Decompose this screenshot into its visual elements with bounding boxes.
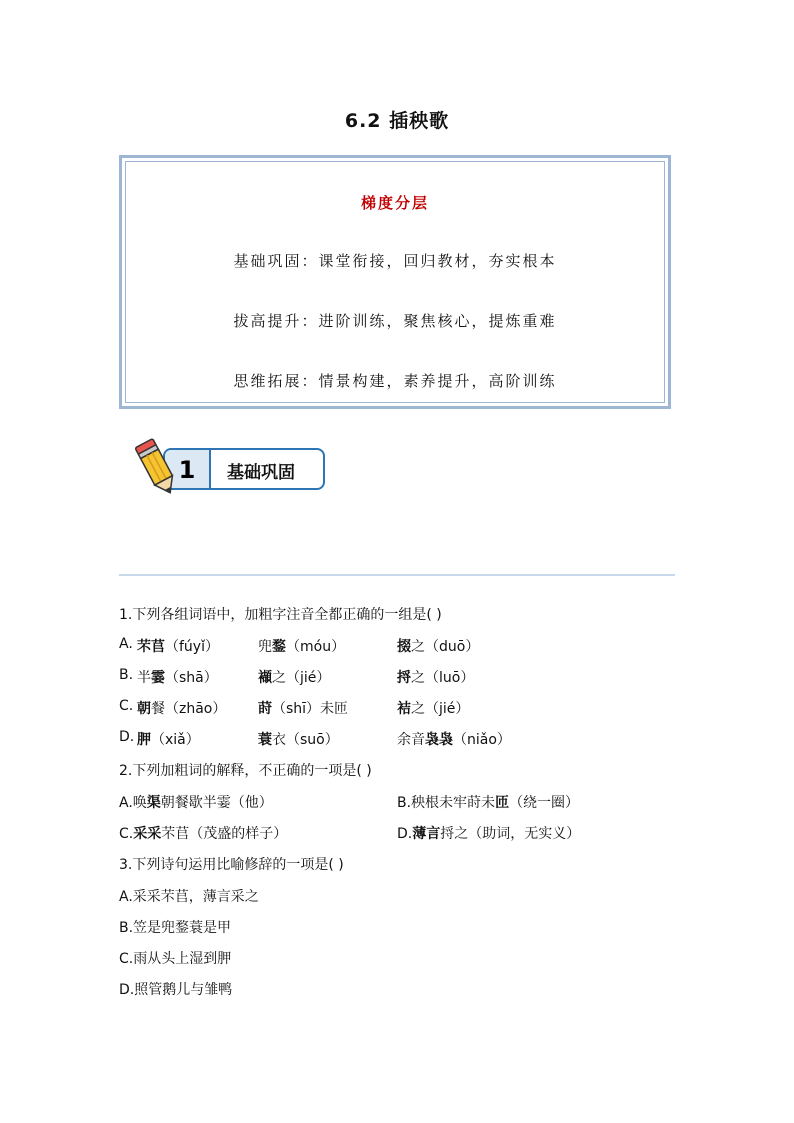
- page-title: 6.2 插秧歌: [344, 110, 450, 132]
- q2-option-c: C.采采芣苢（茂盛的样子）: [119, 826, 288, 842]
- q1-option-a-item-3: 掇之（duō）: [397, 639, 480, 655]
- q1-option-b-item-1: 半霎（shā）: [137, 670, 218, 686]
- pencil-icon: [133, 436, 181, 500]
- q3-option-c: C.雨从头上湿到胛: [119, 951, 232, 967]
- q1-option-a-label: A.: [119, 636, 133, 652]
- gradient-heading: 梯度分层: [360, 194, 429, 212]
- q1-option-d-item-2: 蓑衣（suō）: [258, 732, 339, 748]
- question-1-stem: 1.下列各组词语中，加粗字注音全都正确的一组是( ): [119, 607, 442, 623]
- q1-option-a-item-1: 芣苢（fúyǐ）: [137, 639, 219, 655]
- q1-option-d-label: D.: [119, 729, 135, 745]
- q2-option-b: B.秧根未牢莳未匝（绕一圈）: [397, 795, 580, 811]
- gradient-box-inner: [125, 161, 665, 403]
- q1-option-d-item-1: 胛（xiǎ）: [137, 732, 200, 748]
- q1-option-c-item-3: 袺之（jié）: [397, 701, 470, 717]
- q3-option-d: D.照管鹅儿与雏鸭: [119, 982, 233, 998]
- q1-option-c-item-1: 朝餐（zhāo）: [137, 701, 227, 717]
- q1-option-d-item-3: 余音袅袅（niǎo）: [397, 732, 511, 748]
- gradient-line-extension: 思维拓展：情景构建，素养提升，高阶训练: [233, 372, 557, 390]
- q3-option-b: B.笠是兜鍪蓑是甲: [119, 920, 232, 936]
- gradient-line-basic: 基础巩固：课堂衔接，回归教材，夯实根本: [233, 252, 557, 270]
- section-badge-box: [163, 448, 325, 490]
- q1-option-c-label: C.: [119, 698, 134, 714]
- q2-option-a: A.唤渠朝餐歇半霎（他）: [119, 795, 273, 811]
- question-3-stem: 3.下列诗句运用比喻修辞的一项是( ): [119, 857, 344, 873]
- section-label: 基础巩固: [227, 463, 295, 483]
- question-2-stem: 2.下列加粗词的解释，不正确的一项是( ): [119, 763, 372, 779]
- divider: [119, 574, 675, 576]
- gradient-line-advanced: 拔高提升：进阶训练，聚焦核心，提炼重难: [233, 312, 557, 330]
- q1-option-a-item-2: 兜鍪（móu）: [258, 639, 346, 655]
- q3-option-a: A.采采芣苢，薄言采之: [119, 889, 259, 905]
- section-number: 1: [178, 456, 196, 484]
- q1-option-b-item-2: 襭之（jié）: [258, 670, 331, 686]
- section-header: [133, 436, 333, 500]
- q1-option-c-item-2: 莳（shī）未匝: [258, 701, 349, 717]
- q1-option-b-item-3: 捋之（luō）: [397, 670, 475, 686]
- q2-option-d: D.薄言捋之（助词，无实义）: [397, 826, 581, 842]
- gradient-box: [119, 155, 671, 409]
- q1-option-b-label: B.: [119, 667, 134, 683]
